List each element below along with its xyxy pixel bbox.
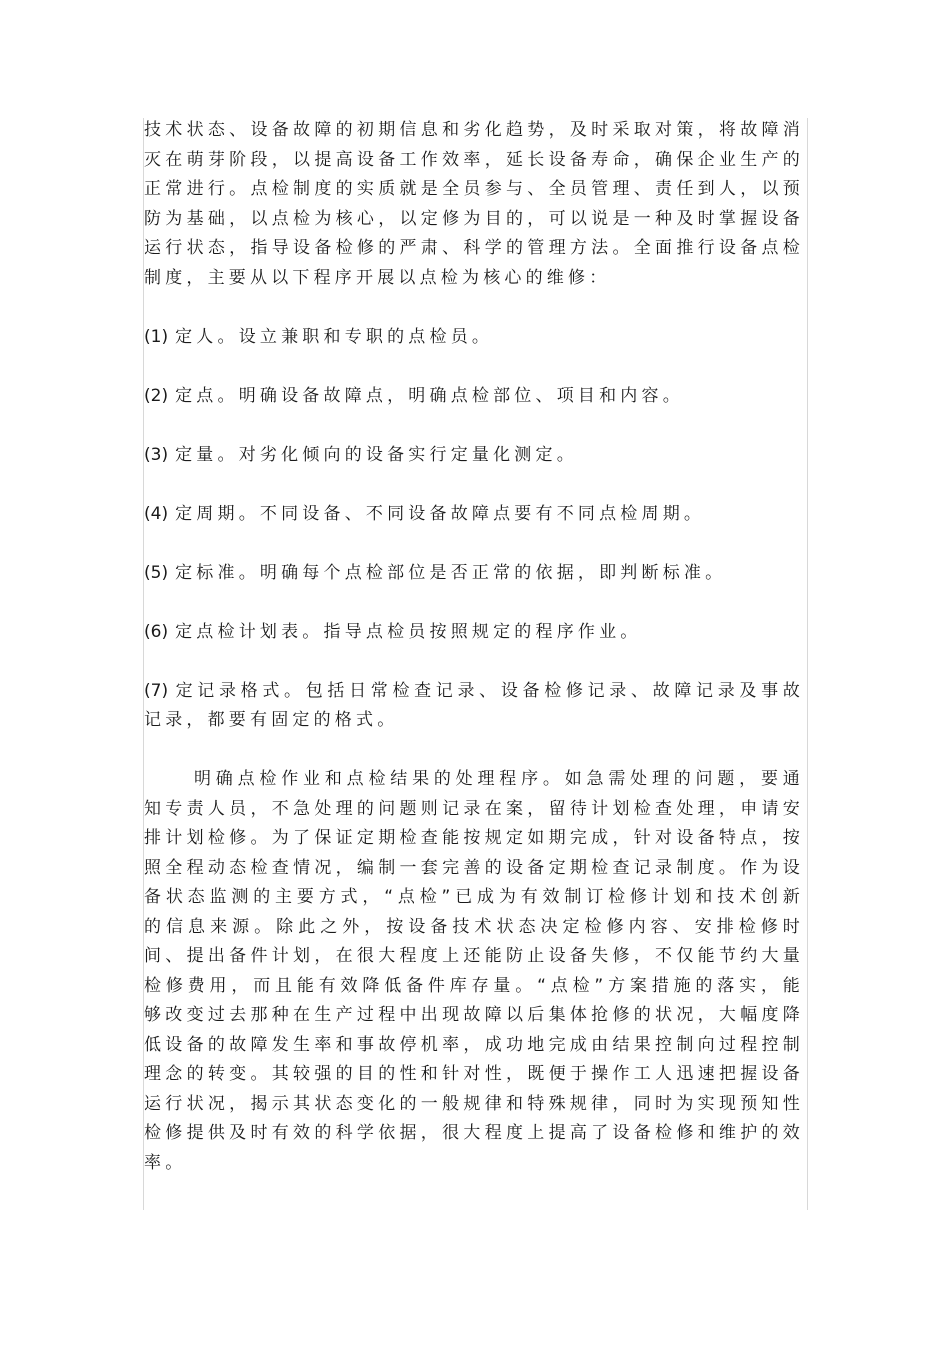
intro-paragraph: 技术状态、设备故障的初期信息和劣化趋势，及时采取对策，将故障消灭在萌芽阶段，以提高设备工作效率，延长设备寿命，确保企业生产的正常进行。点检制度的实质就是全员参与、全员管理、责任到人，以预防为基础，以点检为核心，以定修为目的，可以说是一种及时掌握设备运行状态，指导设备检修的严肃、科学的管理方法。全面推行设备点检制度，主要从以下程序开展以点检为核心的维修： — [144, 120, 804, 288]
step-number: (3) — [144, 444, 169, 465]
step-number: (4) — [144, 503, 169, 524]
step-text: 定人。设立兼职和专职的点检员。 — [175, 326, 494, 347]
step-text: 定点。明确设备故障点，明确点检部位、项目和内容。 — [175, 385, 684, 406]
closing-paragraph: 明确点检作业和点检结果的处理程序。如急需处理的问题，要通知专责人员，不急处理的问题则记录在案，留待计划检查处理，申请安排计划检修。为了保证定期检查能按规定如期完成，针对设备特点，按照全程动态检查情况，编制一套完善的设备定期检查记录制度。作为设备状态监测的主要方式，“点检”已成为有效制订检修计划和技术创新的信息来源。除此之外，按设备技术状态决定检修内容、安排检修时间、提出备件计划，在很大程度上还能防止设备失修，不仅能节约大量检修费用，而且能有效降低备件库存量。“点检”方案措施的落实，能够改变过去那种在生产过程中出现故障以后集体抢修的状况，大幅度降低设备的故障发生率和事故停机率，成功地完成由结果控制向过程控制理念的转变。其较强的目的性和针对性，既便于操作工人迅速把握设备运行状况，揭示其状态变化的一般规律和特殊规律，同时为实现预知性检修提供及时有效的科学依据，很大程度上提高了设备检修和维护的效率。 — [144, 769, 804, 1173]
step-item-1 — [144, 323, 804, 353]
step-text: 定记录格式。包括日常检查记录、设备检修记录、故障记录及事故记录，都要有固定的格式。 — [144, 680, 804, 730]
step-text: 定周期。不同设备、不同设备故障点要有不同点检周期。 — [175, 503, 706, 524]
step-item-5 — [144, 559, 804, 589]
step-text: 定量。对劣化倾向的设备实行定量化测定。 — [175, 444, 578, 465]
step-number: (1) — [144, 326, 169, 347]
step-item-3 — [144, 441, 804, 471]
step-text: 定点检计划表。指导点检员按照规定的程序作业。 — [175, 621, 642, 642]
step-item-6 — [144, 618, 804, 648]
document-body — [144, 116, 804, 1178]
step-number: (2) — [144, 385, 169, 406]
step-number: (5) — [144, 562, 169, 583]
step-number: (7) — [144, 680, 169, 701]
step-number: (6) — [144, 621, 169, 642]
step-item-4 — [144, 500, 804, 530]
step-text: 定标准。明确每个点检部位是否正常的依据，即判断标准。 — [175, 562, 727, 583]
step-item-2 — [144, 382, 804, 412]
step-item-7 — [144, 677, 804, 736]
